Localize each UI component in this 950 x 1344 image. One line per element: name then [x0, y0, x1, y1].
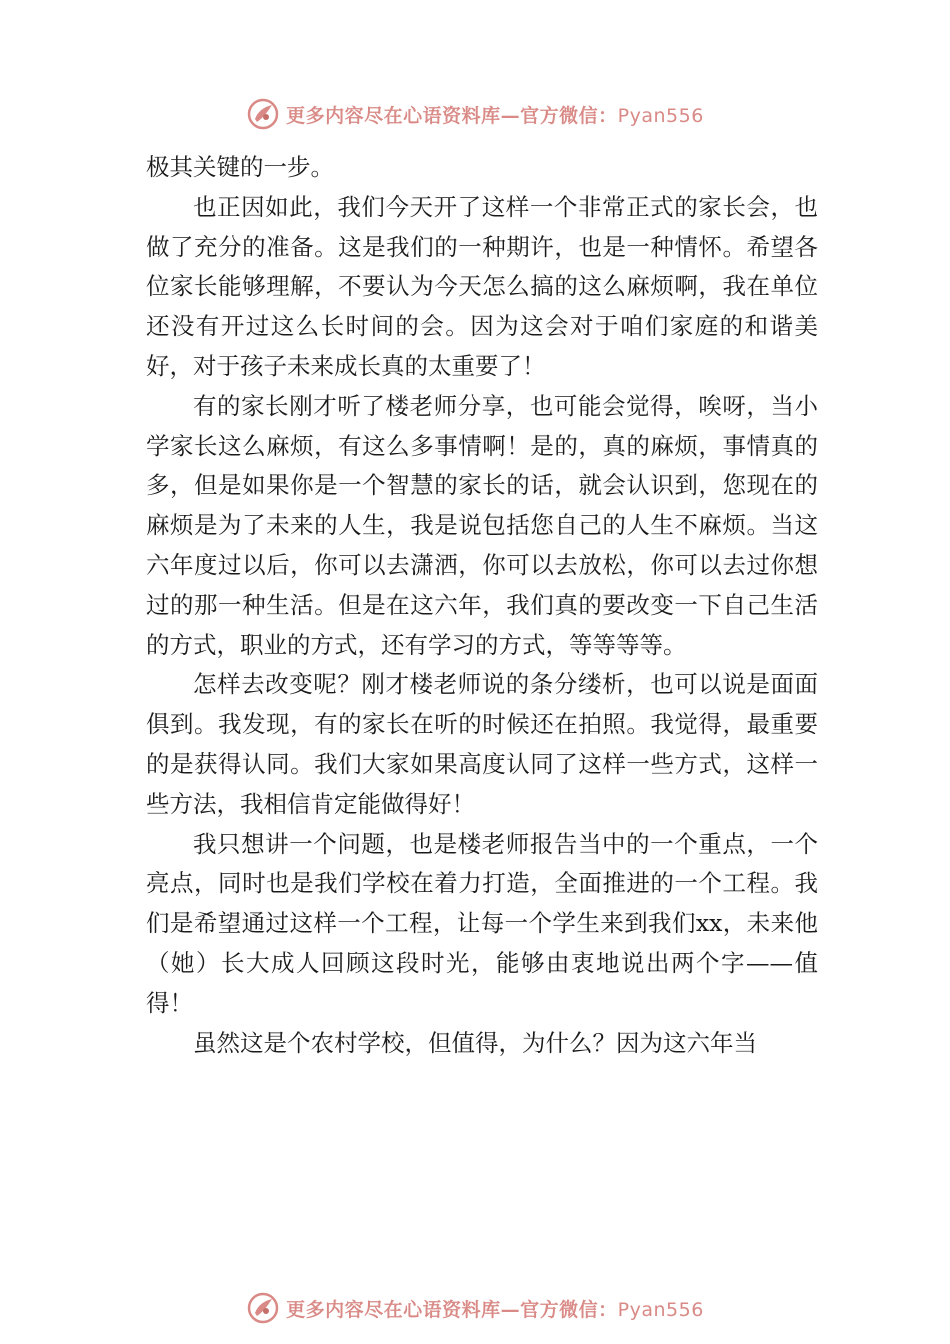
footer-watermark — [0, 1290, 950, 1326]
watermark-text: 更多内容尽在心语资料库—官方微信： — [286, 104, 618, 127]
paragraph-1: 极其关键的一步。 — [146, 153, 334, 181]
header-watermark — [0, 96, 950, 132]
paragraph-3: 有的家长刚才听了楼老师分享，也可能会觉得，唉呀，当小学家长这么麻烦，有这么多事情啊！是的，真的麻烦，事情真的多，但是如果你是一个智慧的家长的话，就会认识到，您现在的麻烦是为了未来的人生，我是说包括您自己的人生不麻烦。当这六年度过以后，你可以去潇洒，你可以去放松，你可以去过你想过的那一种生活。但是在这六年，我们真的要改变一下自己生活的方式，职业的方式，还有学习的方式，等等等等。 — [146, 391, 818, 659]
paragraph-6: 虽然这是个农村学校，但值得，为什么？因为这六年当 — [193, 1028, 757, 1057]
watermark-id: Pyan556 — [617, 1298, 704, 1321]
watermark-id: Pyan556 — [617, 104, 704, 127]
watermark-logo-icon — [246, 97, 280, 131]
paragraph-5: 我只想讲一个问题，也是楼老师报告当中的一个重点，一个亮点，同时也是我们学校在着力打造，全面推进的一个工程。我们是希望通过这样一个工程，让每一个学生来到我们xx，未来他（她）长大成人回顾这段时光，能够由衷地说出两个字——值得！ — [146, 829, 818, 1017]
document-body — [146, 148, 818, 1063]
paragraph-2: 也正因如此，我们今天开了这样一个非常正式的家长会，也做了充分的准备。这是我们的一种期许，也是一种情怀。希望各位家长能够理解，不要认为今天怎么搞的这么麻烦啊，我在单位还没有开过这么长时间的会。因为这会对于咱们家庭的和谐美好，对于孩子未来成长真的太重要了！ — [146, 192, 818, 380]
paragraph-4: 怎样去改变呢？刚才楼老师说的条分缕析，也可以说是面面俱到。我发现，有的家长在听的时候还在拍照。我觉得，最重要的是获得认同。我们大家如果高度认同了这样一些方式，这样一些方法，我相信肯定能做得好！ — [146, 670, 818, 818]
watermark-logo-icon — [246, 1291, 280, 1325]
watermark-text: 更多内容尽在心语资料库—官方微信： — [286, 1298, 618, 1321]
